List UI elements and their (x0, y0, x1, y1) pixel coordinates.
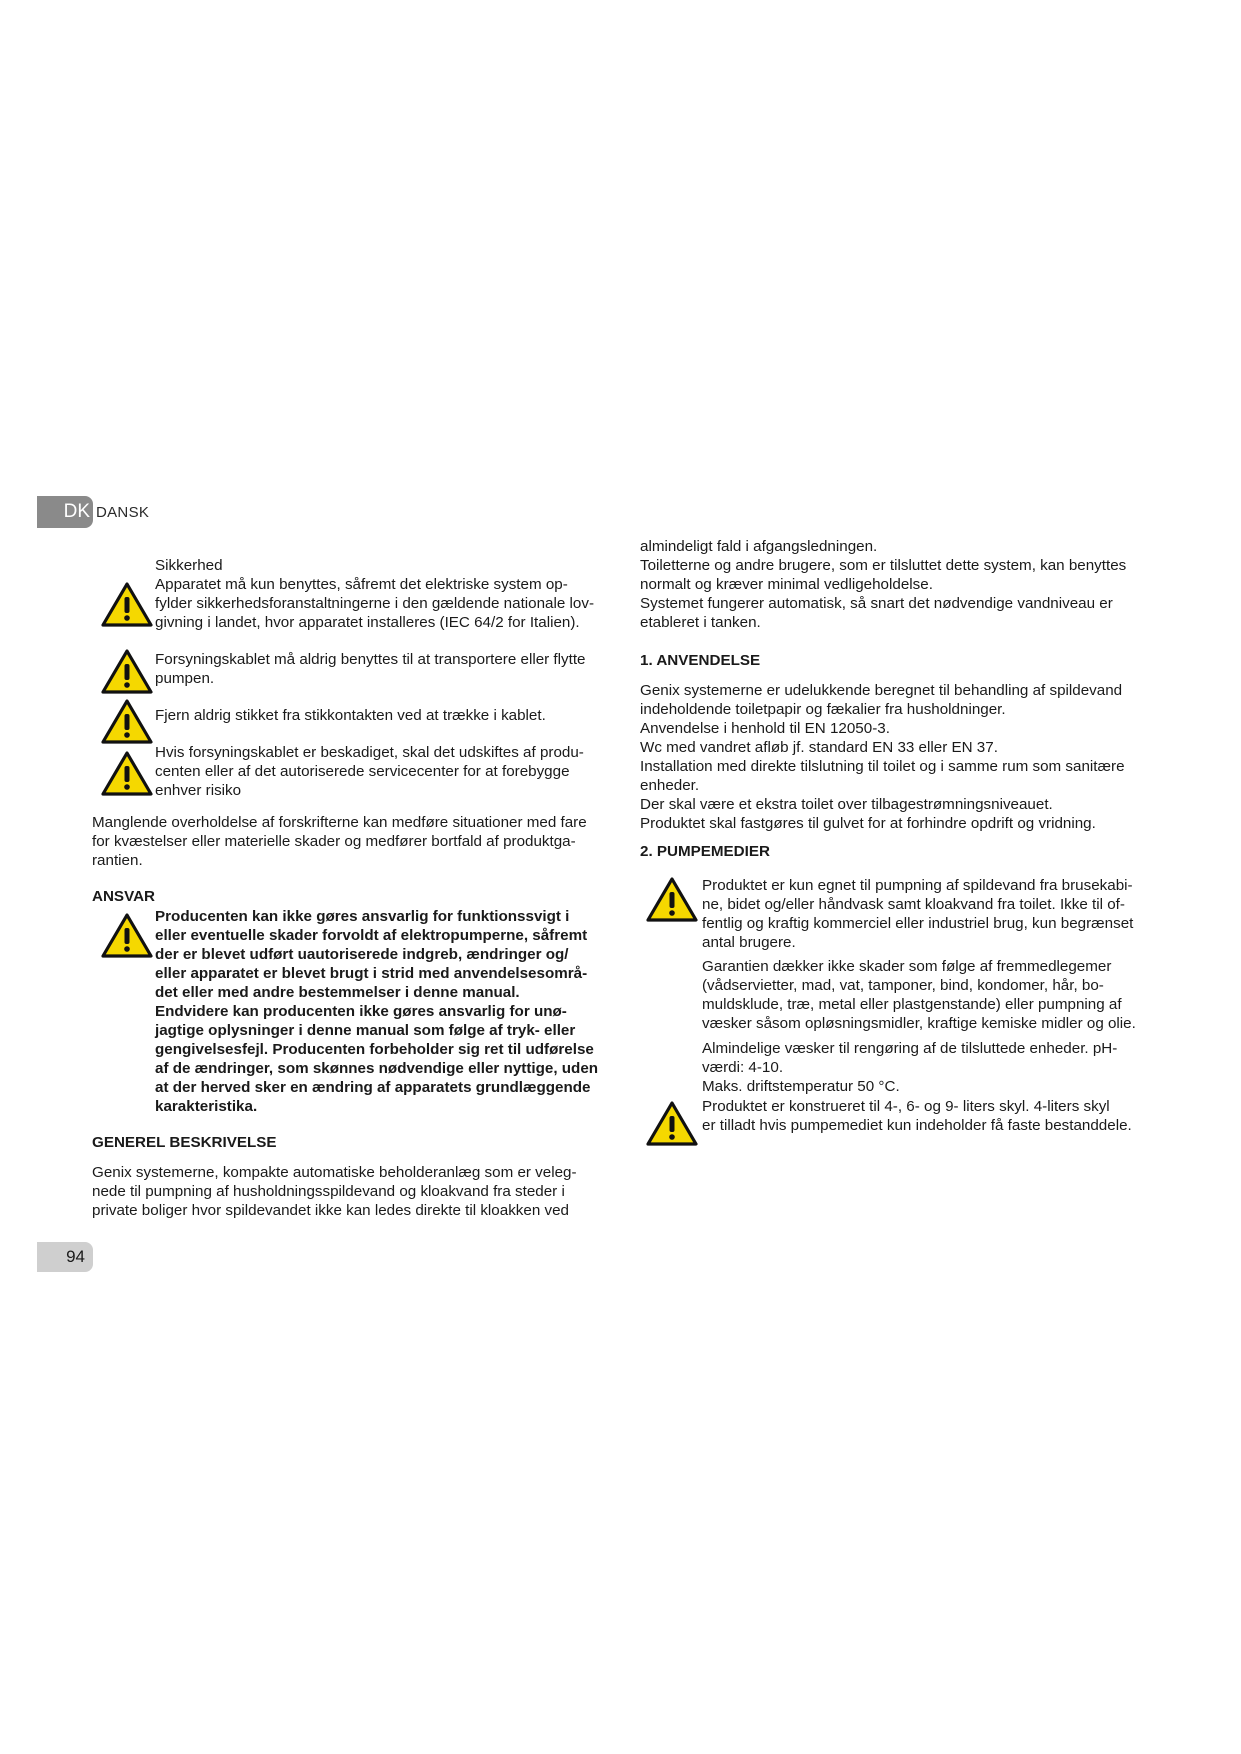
anvendelse-paragraph (640, 681, 1152, 833)
warning-damaged-cable-text (155, 743, 630, 800)
warning-triangle-icon (646, 876, 698, 922)
text-line: Manglende overholdelse af forskrifterne kan medføre situationer med fare (92, 814, 587, 831)
text-line: Installation med direkte tilslutning til toilet og i samme rum som sanitære (640, 758, 1125, 775)
text-line: karakteristika. (155, 1098, 258, 1115)
text-line: væsker såsom opløsningsmidler, kraftige kemiske midler og olie. (702, 1015, 1136, 1032)
text-line: er tilladt hvis pumpemediet kun indeholder få faste bestanddele. (702, 1117, 1132, 1134)
text-line: Genix systemerne er udelukkende beregnet til behandling af spildevand (640, 682, 1123, 699)
text-line: normalt og kræver minimal vedligeholdelse. (640, 576, 933, 593)
text-line: Wc med vandret afløb jf. standard EN 33 eller EN 37. (640, 739, 998, 756)
text-line: Almindelige væsker til rengøring af de tilsluttede enheder. pH- (702, 1040, 1118, 1057)
text-line: eller eventuelle skader forvoldt af elektropumperne, såfremt (155, 927, 588, 944)
text-line: det eller med andre bestemmelser i denne manual. (155, 984, 520, 1001)
guarantee-text (702, 957, 1172, 1033)
text-line: Maks. driftstemperatur 50 °C. (702, 1078, 900, 1095)
warning-cable-text (155, 650, 630, 688)
anvendelse-heading: 1. ANVENDELSE (640, 652, 761, 669)
text-line: for kvæstelser eller materielle skader og medfører bortfald af produktga- (92, 833, 576, 850)
text-line: der er blevet udført uautoriserede indgreb, ændringer og/ (155, 946, 569, 963)
text-line: eller apparatet er blevet brugt i strid med anvendelsesområ- (155, 965, 588, 982)
text-line: enheder. (640, 777, 700, 794)
text-line: Anvendelse i henhold til EN 12050-3. (640, 720, 890, 737)
intro-paragraph (640, 537, 1152, 632)
generel-paragraph (92, 1163, 618, 1220)
text-line: rantien. (92, 852, 143, 869)
warning-electrical-text (155, 575, 630, 632)
warning-triangle-icon (101, 698, 153, 744)
flush-text (702, 1097, 1172, 1135)
text-line: etableret i tanken. (640, 614, 761, 631)
text-line: fylder sikkerhedsforanstaltningerne i den gældende nationale lov- (155, 595, 595, 612)
safety-title: Sikkerhed (155, 557, 223, 574)
text-line: jagtige oplysninger i denne manual som følge af tryk- eller (155, 1022, 576, 1039)
text-line: nede til pumpning af husholdningsspildevand og kloakvand fra steder i (92, 1183, 565, 1200)
text-line: antal brugere. (702, 934, 796, 951)
ansvar-heading: ANSVAR (92, 888, 156, 905)
text-line: (vådservietter, mad, vat, tamponer, bind, kondomer, hår, bo- (702, 977, 1104, 994)
text-line: enhver risiko (155, 782, 242, 799)
text-line: Endvidere kan producenten ikke gøres ansvarlig for unø- (155, 1003, 567, 1020)
text-line: Produktet er kun egnet til pumpning af spildevand fra brusekabi- (702, 877, 1133, 894)
page-number: 94 (37, 1242, 93, 1272)
text-line: Fjern aldrig stikket fra stikkontakten ved at trække i kablet. (155, 707, 546, 724)
text-line: indeholdende toiletpapir og fækalier fra husholdninger. (640, 701, 1006, 718)
text-line: centen eller af det autoriserede servicecenter for at forebygge (155, 763, 570, 780)
text-line: Produktet er konstrueret til 4-, 6- og 9- liters skyl. 4-liters skyl (702, 1098, 1110, 1115)
text-line: Forsyningskablet må aldrig benyttes til at transportere eller flytte (155, 651, 586, 668)
language-name: DANSK (96, 504, 150, 521)
text-line: Systemet fungerer automatisk, så snart det nødvendige vandniveau er (640, 595, 1113, 612)
text-line: Garantien dækker ikke skader som følge af fremmedlegemer (702, 958, 1112, 975)
text-line: gengivelsesfejl. Producenten forbeholder sig ret til udførelse (155, 1041, 594, 1058)
text-line: Hvis forsyningskablet er beskadiget, skal det udskiftes af produ- (155, 744, 584, 761)
text-line: af de ændringer, som skønnes nødvendige eller nyttige, uden (155, 1060, 599, 1077)
text-line: givning i landet, hvor apparatet installeres (IEC 64/2 for Italien). (155, 614, 580, 631)
text-line: private boliger hvor spildevandet ikke kan ledes direkte til kloakken ved (92, 1202, 569, 1219)
liquids-text (702, 1039, 1172, 1096)
text-line: Producenten kan ikke gøres ansvarlig for funktionssvigt i (155, 908, 570, 925)
text-line: Toiletterne og andre brugere, som er tilsluttet dette system, kan benyttes (640, 557, 1127, 574)
generel-heading: GENEREL BESKRIVELSE (92, 1134, 277, 1151)
warning-plug-text (155, 706, 630, 725)
warning-triangle-icon (101, 912, 153, 958)
warning-triangle-icon (101, 750, 153, 796)
text-line: almindeligt fald i afgangsledningen. (640, 538, 878, 555)
text-line: pumpen. (155, 670, 215, 687)
warning-triangle-icon (101, 648, 153, 694)
text-line: fentlig og kraftig kommerciel eller industriel brug, kun begrænset (702, 915, 1134, 932)
text-line: Apparatet må kun benyttes, såfremt det elektriske system op- (155, 576, 568, 593)
text-line: at der herved sker en ændring af apparatets grundlæggende (155, 1079, 591, 1096)
text-line: Der skal være et ekstra toilet over tilbagestrømningsniveauet. (640, 796, 1053, 813)
text-line: ne, bidet og/eller håndvask samt kloakvand fra toilet. Ikke til of- (702, 896, 1125, 913)
warning-triangle-icon (101, 581, 153, 627)
text-line: Genix systemerne, kompakte automatiske beholderanlæg som er veleg- (92, 1164, 577, 1181)
warning-triangle-icon (646, 1100, 698, 1146)
text-line: værdi: 4-10. (702, 1059, 784, 1076)
language-code-tab: DK (37, 496, 93, 528)
text-line: muldsklude, træ, metal eller plastgenstande) eller pumpning af (702, 996, 1122, 1013)
pumpemedier-heading: 2. PUMPEMEDIER (640, 843, 770, 860)
ansvar-text (155, 907, 630, 1116)
pump-media-text (702, 876, 1172, 952)
text-line: Produktet skal fastgøres til gulvet for at forhindre opdrift og vridning. (640, 815, 1096, 832)
non-compliance-paragraph (92, 813, 630, 870)
